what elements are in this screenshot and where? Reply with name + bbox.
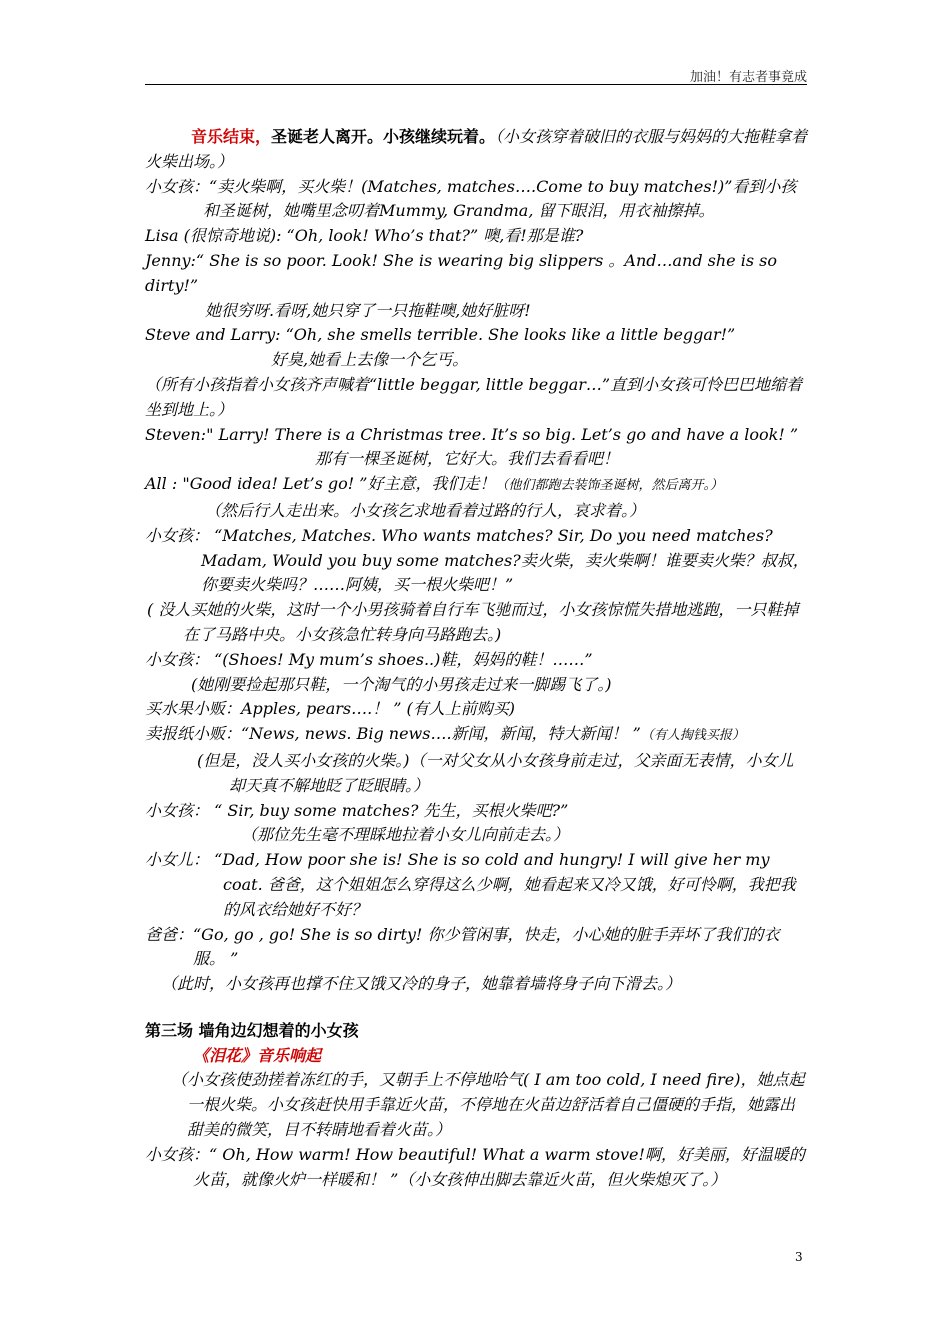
stage-direction-father-daughter: (但是，没人买小女孩的火柴。)（一对父女从小女孩身前走过，父亲面无表情，小女儿却天真不解地眨了眨眼睛。） xyxy=(197,750,794,795)
music-cue-red: 《泪花》音乐响起 xyxy=(193,1045,322,1065)
scene-title: 第三场 墙角边幻想着的小女孩 xyxy=(145,1020,359,1040)
stage-direction-children: （所有小孩指着小女孩齐声喊着“little beggar, little beggar…”直到小女孩可怜巴巴地缩着坐到地上。） xyxy=(145,374,803,419)
stage-direction-bicycle: ( 没人买她的火柴，这时一个小男孩骑着自行车飞驰而过，小女孩惊慌失措地逃跑，一只鞋掉在了马路中央。小女孩急忙转身向马路跑去。) xyxy=(147,600,799,644)
stage-direction: （小女孩穿着破旧的衣服与妈妈的大拖鞋拿着火柴出场。） xyxy=(145,127,808,171)
stage-cue-bold: 圣诞老人离开。小孩继续玩着。 xyxy=(271,127,496,146)
dialogue-all xyxy=(145,472,809,499)
dialogue-jenny: Jenny:“ She is so poor. Look! She is wearing big slippers 。And…and she is so dirty!” xyxy=(145,250,777,295)
stage-direction-shoe: (她刚要捡起那只鞋，一个淘气的小男孩走过来一脚踢飞了。) xyxy=(191,674,612,694)
dialogue-newspaper-direction: （有人掏钱买报） xyxy=(640,728,745,744)
dialogue-newspaper-text: 卖报纸小贩：“News, news. Big news….新闻，新闻，特大新闻！ ” xyxy=(145,724,641,744)
document-body xyxy=(145,125,809,1192)
page-header-motto: 加油！有志者事竟成 xyxy=(689,70,807,85)
dialogue-lisa: Lisa (很惊奇地说): “Oh, look! Who’s that?” 噢,看!那是谁? xyxy=(145,226,584,246)
dialogue-jenny-translation: 她很穷呀.看呀,她只穿了一只拖鞋噢,她好脏呀! xyxy=(205,300,531,320)
dialogue-steve-larry-translation: 好臭,她看上去像一个乞丐。 xyxy=(271,350,469,370)
dialogue-girl-4: 小女孩： “ Sir, buy some matches? 先生，买根火柴吧?” xyxy=(145,800,569,820)
dialogue-father: 爸爸：“Go, go , go! She is so dirty! 你少管闲事，快走，小心她的脏手弄坏了我们的衣服。 ” xyxy=(145,924,780,969)
dialogue-steven: Steven:" Larry! There is a Christmas tree. It’s so big. Let’s go and have a look! ” xyxy=(145,424,799,444)
dialogue-steven-translation: 那有一棵圣诞树，它好大。我们去看看吧！ xyxy=(315,449,620,469)
header-divider xyxy=(145,84,807,85)
dialogue-girl-1: 小女孩：“卖火柴啊，买火柴！(Matches, matches….Come to buy matches!)”看到小孩和圣诞树，她嘴里念叨着Mummy, Grandma, 留下眼泪，用衣袖擦掉。 xyxy=(145,176,797,221)
stage-direction-collapse: （此时，小女孩再也撑不住又饿又冷的身子，她靠着墙将身子向下滑去。） xyxy=(161,974,682,994)
scene-music-cue xyxy=(145,1044,809,1069)
dialogue-all-direction: （他们都跑去装饰圣诞树，然后离开。） xyxy=(495,478,723,494)
dialogue-all-text: All : "Good idea! Let’s go! ”好主意，我们走！ xyxy=(145,474,496,494)
dialogue-girl-2: 小女孩： “Matches, Matches. Who wants matches? Sir, Do you need matches? Madam, Would you buy some matches?卖火柴，卖火柴啊！谁要卖火柴？叔叔，你要卖火柴吗？……阿姨，买一根火柴吧！” xyxy=(145,525,809,595)
dialogue-fruit-vendor: 买水果小贩：Apples, pears….！ ” (有人上前购买) xyxy=(145,699,516,719)
page-number: 3 xyxy=(795,1250,803,1264)
stage-direction-match: （小女孩使劲搓着冻红的手，又朝手上不停地哈气( I am too cold, I need fire)，她点起一根火柴。小女孩赶快用手靠近火苗，不停地在火苗边舒活着自己僵硬的手指，她露出甜美的微笑，目不转睛地看着火苗。） xyxy=(171,1070,805,1140)
stage-direction-gentleman: （那位先生毫不理睬地拉着小女儿向前走去。） xyxy=(241,825,570,845)
dialogue-girl-3: 小女孩： “(Shoes! My mum’s shoes..)鞋，妈妈的鞋！……” xyxy=(145,649,593,669)
stage-cue-red: 音乐结束， xyxy=(191,127,272,146)
paragraph-music-ends xyxy=(145,125,809,175)
dialogue-newspaper-vendor xyxy=(145,722,809,749)
section-gap xyxy=(145,997,809,1019)
dialogue-daughter: 小女儿： “Dad, How poor she is! She is so cold and hungry! I will give her my coat. 爸爸，这个姐姐怎么穿得这么少啊，她看起来又冷又饿，好可怜啊，我把我的风衣给她好不好？ xyxy=(145,850,796,919)
dialogue-girl-5: 小女孩：“ Oh, How warm! How beautiful! What a warm stove!啊，好美丽，好温暖的火苗，就像火炉一样暖和！ ”（小女孩伸出脚去靠近火苗，但火柴熄灭了。） xyxy=(145,1144,805,1189)
stage-direction-pedestrians: （然后行人走出来。小女孩乞求地看着过路的行人，哀求着。） xyxy=(205,500,646,520)
dialogue-steve-larry: Steve and Larry: “Oh, she smells terrible. She looks like a little beggar!” xyxy=(145,325,736,345)
